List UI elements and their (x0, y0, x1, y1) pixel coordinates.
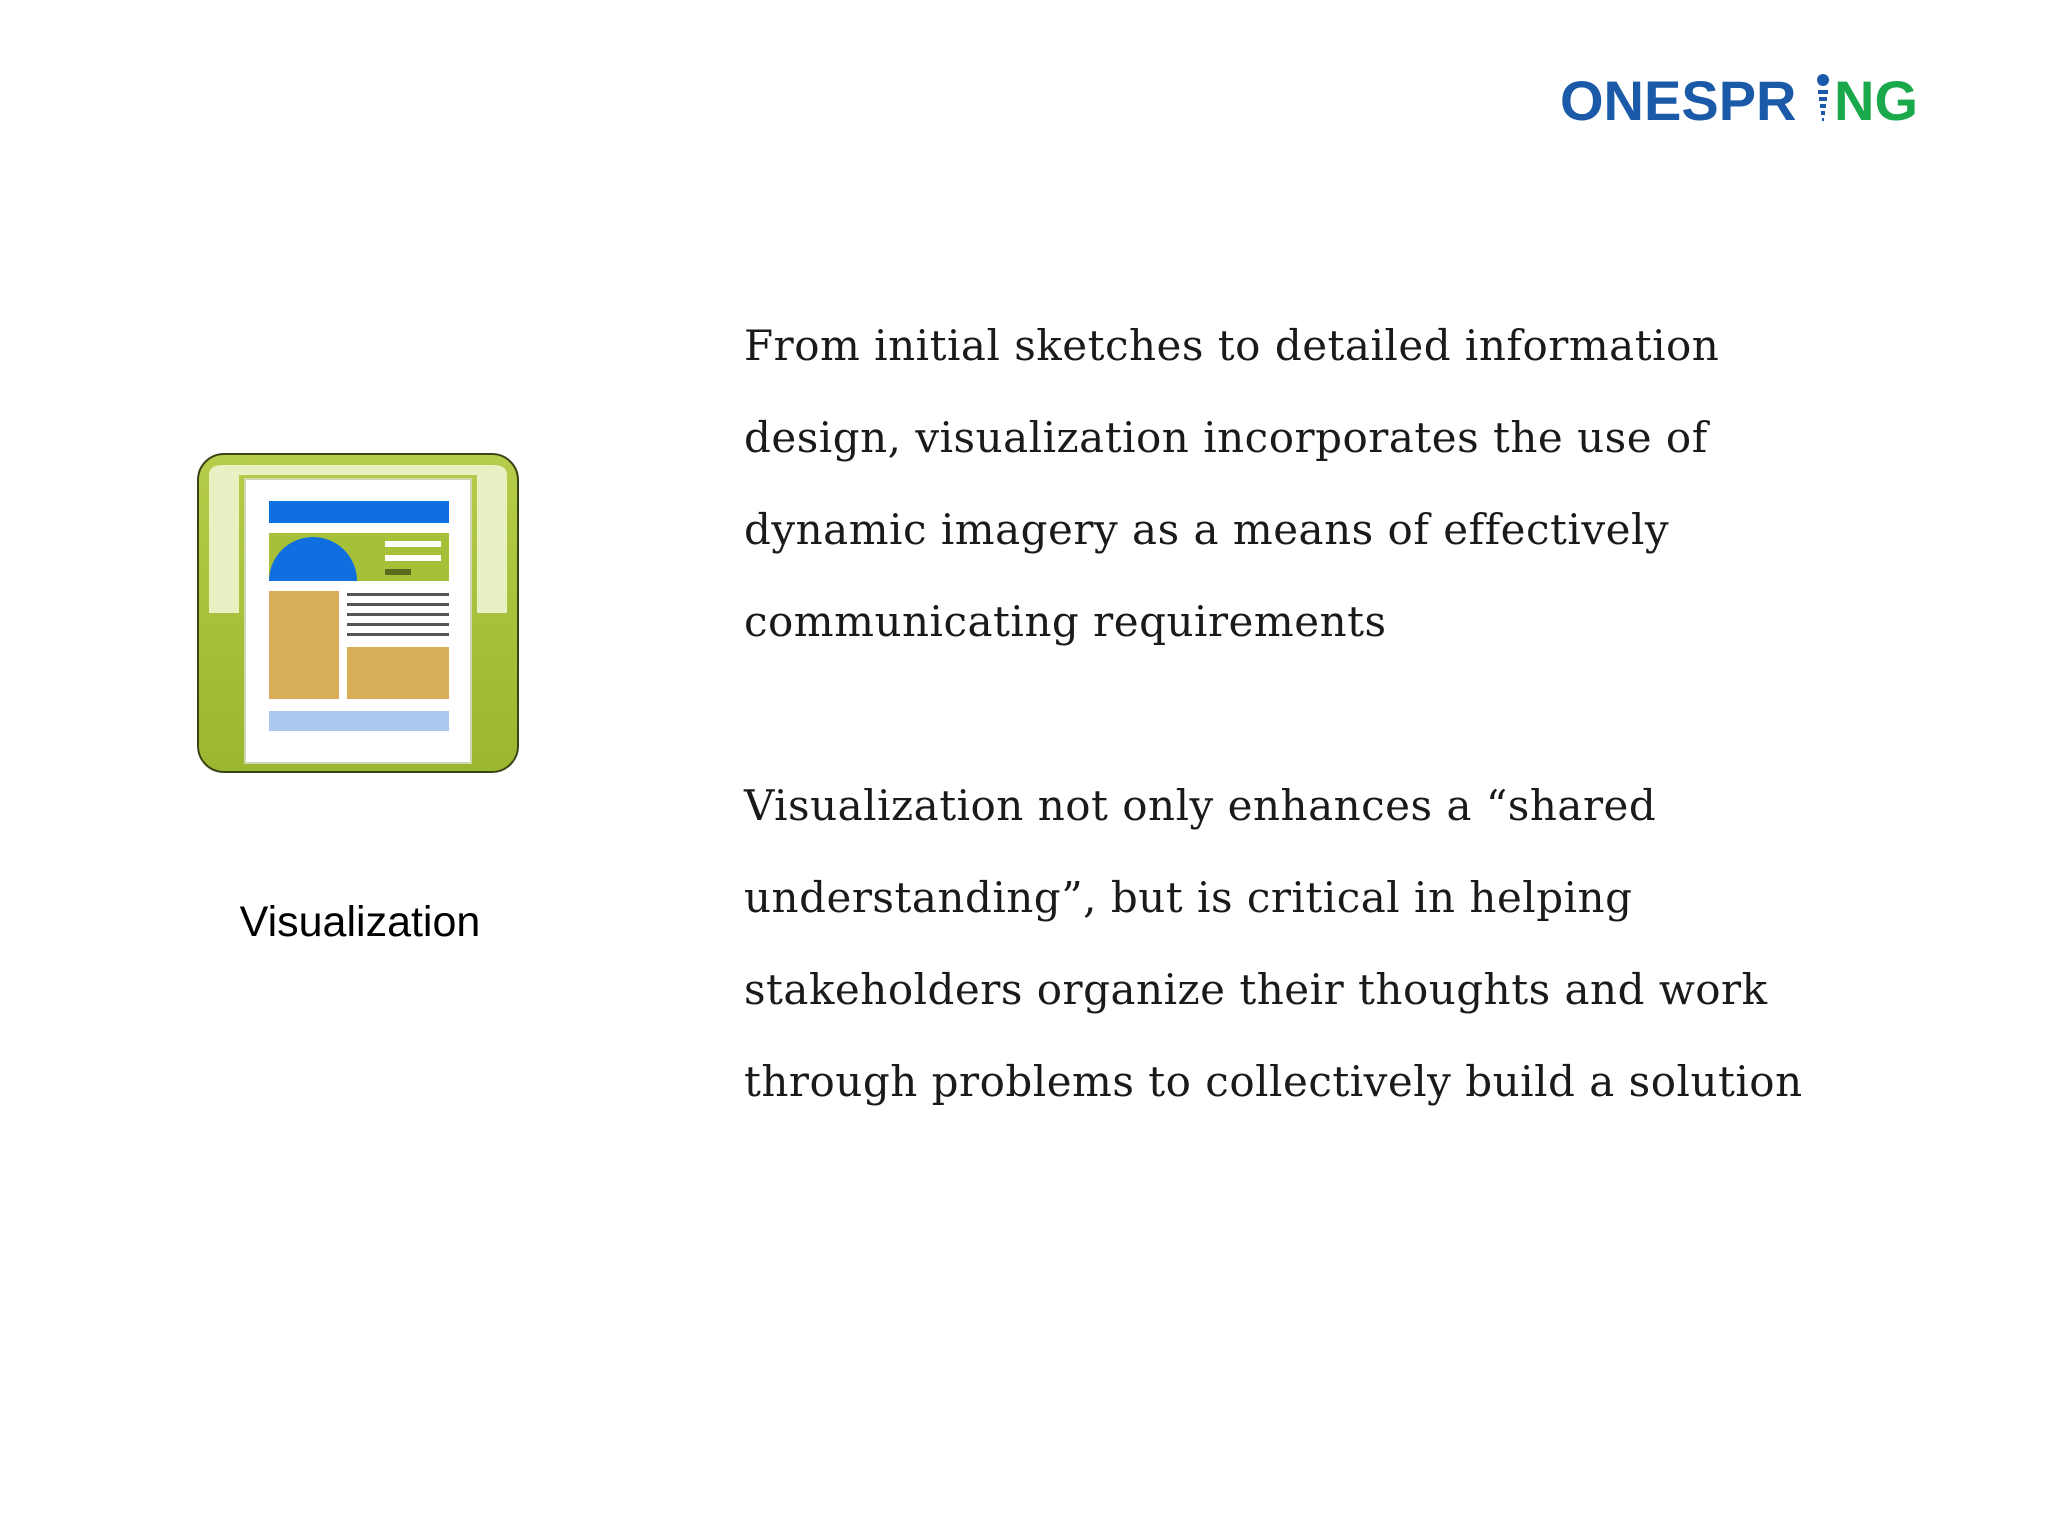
logo-i-figure (1817, 74, 1829, 121)
icon-caption: Visualization (239, 898, 481, 946)
paragraph (744, 300, 1944, 668)
logo-text-green: NG (1834, 69, 1918, 132)
paragraph-line: understanding”, but is critical in helping (744, 873, 1633, 922)
paragraph-line: design, visualization incorporates the use of (744, 413, 1708, 462)
logo-text-blue: ONESPR (1560, 69, 1797, 132)
visualization-icon (197, 453, 519, 773)
paragraph-line: communicating requirements (744, 597, 1387, 646)
paragraph-line: From initial sketches to detailed information (744, 321, 1720, 370)
paragraph-line: through problems to collectively build a solution (744, 1057, 1803, 1106)
paragraph-line: dynamic imagery as a means of effectively (744, 505, 1670, 554)
paragraph (744, 760, 1944, 1128)
paragraph-spacer (744, 668, 1944, 760)
onespring-logo (1560, 68, 1940, 132)
paragraph-line: stakeholders organize their thoughts and work (744, 965, 1768, 1014)
paragraph-line: Visualization not only enhances a “shared (744, 781, 1657, 830)
body-text (744, 300, 1944, 1128)
